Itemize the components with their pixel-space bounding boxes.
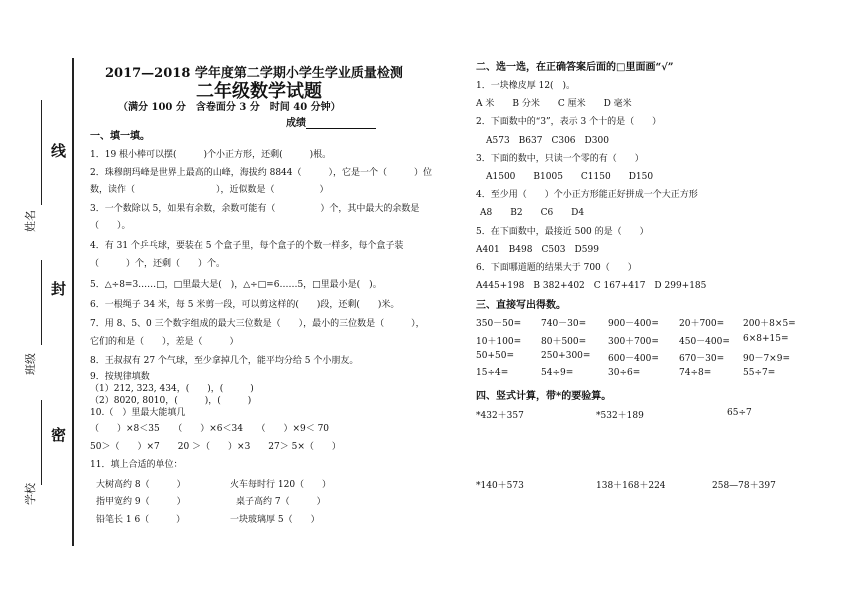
s2-question: 5．在下面数中，最接近 500 的是（ ）	[476, 227, 649, 237]
s1-item: 7．用 8、5、0 三个数字组成的最大三位数是（ ），最小的三位数是（ ），	[90, 319, 425, 329]
s1-item: 4．有 31 个乒乓球，要装在 5 个盒子里，每个盒子的个数一样多，每个盒子装	[90, 241, 404, 251]
binding-char-feng: 封	[51, 280, 67, 298]
s1-item: （2）8020, 8010，( )，( )	[90, 396, 252, 406]
s1-item: 数，读作（ ），近似数是（ ）	[90, 185, 329, 195]
calc-item: 50+50=	[476, 351, 514, 361]
calc-item: 300＋700=	[608, 337, 659, 347]
s2-options: A573 B637 C306 D300	[486, 136, 609, 146]
score-blank[interactable]	[306, 118, 376, 129]
s2-options: A401 B498 C503 D599	[476, 245, 599, 255]
s1-item: （ ）个，还剩（ ）个。	[90, 259, 226, 269]
name-label: 姓名	[24, 210, 37, 232]
section1-title: 一、填一填。	[90, 131, 150, 142]
s2-question: 4．至少用（ ）个小正方形能正好拼成一个大正方形	[476, 190, 698, 200]
binding-char-mi: 密	[51, 426, 67, 444]
s1-item: （ ）×8＜35 （ ）×6＜34 （ ）×9＜ 70	[90, 424, 330, 434]
school-line	[41, 400, 42, 485]
s2-question: 2．下面数中的“3”，表示 3 个十的是（ ）	[476, 117, 662, 127]
s1-item: 1．19 根小棒可以摆( )个小正方形，还剩( )根。	[90, 150, 332, 160]
calc-item: 600－400=	[608, 354, 659, 364]
vertical-calc-item: *432＋357	[476, 411, 524, 421]
s2-options: A445+198 B 382+402 C 167+417 D 299+185	[476, 281, 707, 291]
vertical-calc-item: *140＋573	[476, 481, 524, 491]
s1-item: 50＞（ ）×7 20 ＞（ ）×3 27＞ 5×（ ）	[90, 442, 341, 452]
s1-item: 2．珠穆朗玛峰是世界上最高的山峰，海拔约 8844（ ），它是一个（ ）位	[90, 168, 432, 178]
s2-options: A 米 B 分米 C 厘米 D 毫米	[476, 99, 632, 109]
s1-item: 11．填上合适的单位：	[90, 460, 183, 470]
vertical-calc-item: 258—78＋397	[712, 481, 776, 491]
exam-info: （满分 100 分 含卷面分 3 分 时间 40 分钟）	[118, 102, 341, 113]
unit-item: 一块玻璃厚 5（ ）	[230, 515, 320, 525]
calc-item: 200＋8×5=	[743, 319, 796, 329]
vertical-calc-item: 138＋168＋224	[596, 481, 666, 491]
s1-item: 它们的和是（ ），差是（ ）	[90, 337, 239, 347]
s2-question: 1．一块橡皮厚 12( )。	[476, 81, 576, 91]
calc-item: 80＋500=	[541, 337, 587, 347]
score-field[interactable]	[286, 114, 376, 129]
unit-item: 火车每时行 120（ ）	[230, 480, 332, 490]
unit-item: 指甲宽约 9（ ）	[96, 497, 186, 507]
section3-title: 三、直接写出得数。	[476, 300, 566, 311]
calc-item: 10＋100=	[476, 337, 522, 347]
unit-item: 铅笔长 1 6（ ）	[96, 515, 186, 525]
calc-item: 250+300=	[541, 351, 591, 361]
calc-item: 900－400=	[608, 319, 659, 329]
s1-item: 3．一个数除以 5，如果有余数，余数可能有（ ）个，其中最大的余数是	[90, 204, 420, 214]
school-label: 学校	[24, 483, 37, 505]
s2-options: A1500 B1005 C1150 D150	[486, 172, 654, 182]
calc-item: 670－30=	[679, 354, 725, 364]
binding-char-xian: 线	[51, 142, 67, 160]
section4-title: 四、竖式计算，带*的要验算。	[476, 391, 612, 402]
binding-line	[72, 58, 74, 546]
s1-item: （ ）。	[90, 221, 131, 231]
calc-item: 90－7×9=	[743, 354, 790, 364]
calc-item: 6×8+15=	[743, 334, 789, 344]
s2-question: 3．下面的数中，只读一个零的有（ ）	[476, 154, 644, 164]
s2-options: A8 B2 C6 D4	[480, 208, 585, 218]
vertical-calc-item: *532＋189	[596, 411, 644, 421]
calc-item: 350－50=	[476, 319, 522, 329]
s1-item: 9．按规律填数	[90, 372, 150, 382]
class-label: 班级	[24, 353, 37, 375]
s1-item: 6．一根绳子 34 米，每 5 米剪一段，可以剪这样的( )段，还剩( )米。	[90, 300, 400, 310]
unit-item: 大树高约 8（ ）	[96, 480, 186, 490]
calc-item: 450－400=	[679, 337, 730, 347]
unit-item: 桌子高约 7（ ）	[236, 497, 326, 507]
exam-title-line2: 二年级数学试题	[196, 81, 322, 102]
calc-item: 54÷9=	[541, 368, 574, 378]
vertical-calc-item: 65÷7	[727, 408, 752, 418]
calc-item: 74÷8=	[679, 368, 712, 378]
s1-item: 10.（ ）里最大能填几	[90, 408, 186, 418]
score-label: 成绩	[286, 118, 306, 129]
s1-item: 5．△÷8=3……□，□里最大是( )，△÷□=6……5，□里最小是( )。	[90, 280, 382, 290]
calc-item: 30÷6=	[608, 368, 641, 378]
calc-item: 740－30=	[541, 319, 587, 329]
class-line	[41, 260, 42, 345]
calc-item: 55÷7=	[743, 368, 776, 378]
name-line	[41, 100, 42, 205]
calc-item: 15÷4=	[476, 368, 509, 378]
section2-title: 二、选一选，在正确答案后面的□里面画“√”	[476, 62, 674, 73]
s1-item: （1）212, 323, 434，( )，( )	[90, 384, 254, 394]
s2-question: 6．下面哪道题的结果大于 700（ ）	[476, 263, 637, 273]
exam-title-line1: 2017—2018 学年度第二学期小学生学业质量检测	[105, 66, 403, 81]
s1-item: 8．王叔叔有 27 个气球，至少拿掉几个，能平均分给 5 个小朋友。	[90, 356, 359, 366]
calc-item: 20＋700=	[679, 319, 725, 329]
